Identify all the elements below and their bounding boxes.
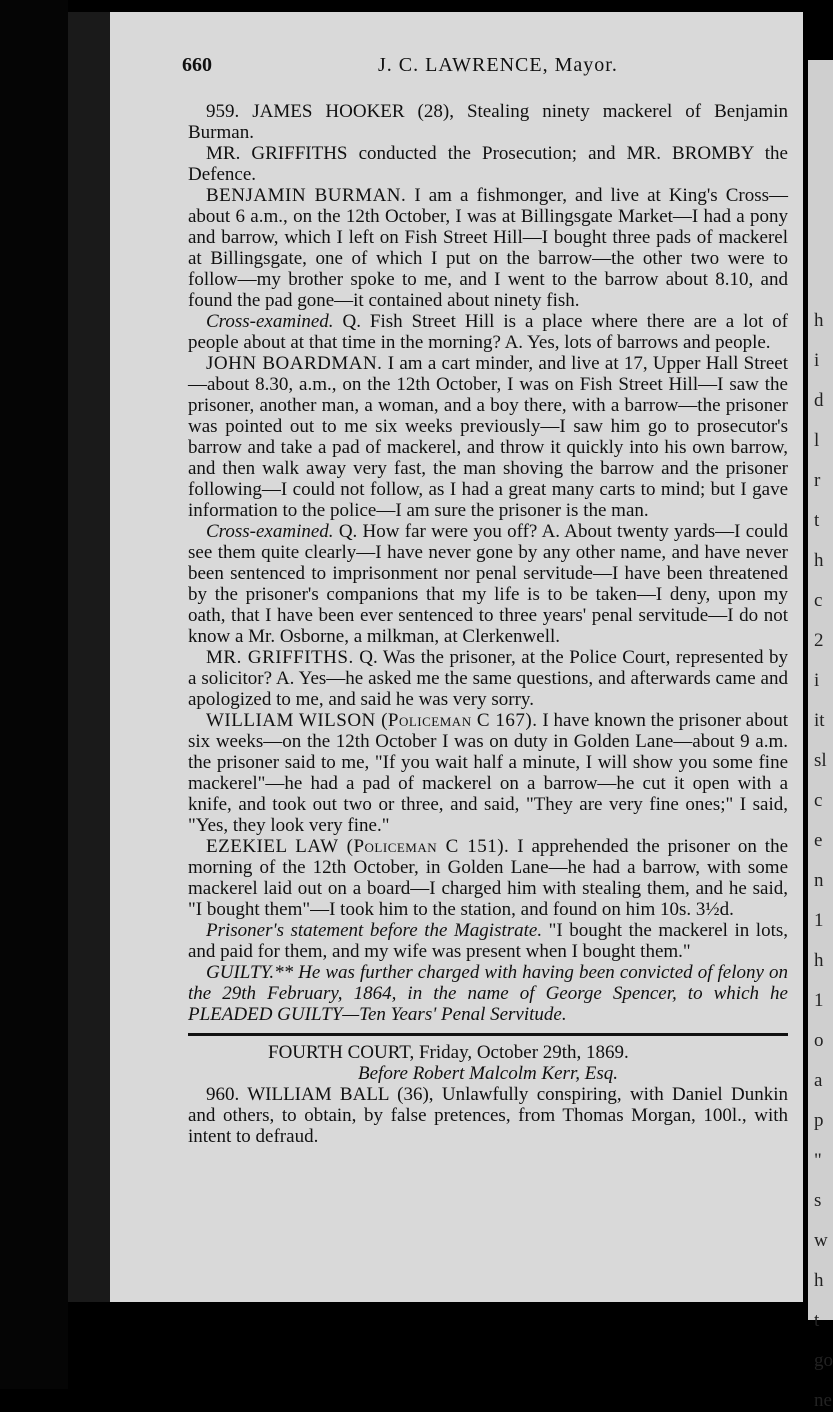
testimony-paragraph	[188, 185, 788, 311]
binding-shadow	[0, 0, 68, 1389]
facing-page-fragment: 2	[814, 630, 824, 651]
court-line: FOURTH COURT, Friday, October 29th, 1869.	[268, 1042, 629, 1063]
testimony-paragraph	[188, 521, 788, 647]
speaker: Prisoner's statement before the Magistrate.	[206, 920, 543, 941]
facing-page-fragment: i	[814, 350, 820, 371]
testimony-text: Q. Fish Street Hill is a place where there are a lot of people about at that time in the morning? A. Yes, lots of barrows and people.	[188, 311, 789, 353]
page-number: 660	[182, 54, 212, 76]
testimony-text: "I bought the mackerel in lots, and paid for them, and my wife was present when I bought them."	[188, 920, 789, 962]
facing-page-fragment: "	[814, 1150, 822, 1171]
facing-page-fragment: t	[814, 510, 820, 531]
facing-page-fragment: 1	[814, 990, 824, 1011]
facing-page-fragment: h	[814, 950, 824, 971]
testimony-paragraph	[188, 647, 788, 710]
testimony-paragraph	[188, 353, 788, 521]
facing-page-fragment: s	[814, 1190, 822, 1211]
section-divider	[188, 1033, 788, 1036]
facing-page-fragment: a	[814, 1070, 823, 1091]
facing-page-fragment: 1	[814, 910, 824, 931]
testimony-text: I apprehended the prisoner on the morning of the 12th October, in Golden Lane—he had a barrow, with some mackerel laid out on a board—I charged him with stealing them, and he said, "I bought them"—I took him to the station, and found on him 10s. 3½d.	[188, 836, 789, 920]
counsel-line: MR. GRIFFITHS conducted the Prosecution; and MR. BROMBY the Defence.	[188, 143, 788, 185]
judge-line: Before Robert Malcolm Kerr, Esq.	[358, 1063, 618, 1084]
next-case-heading: 960. WILLIAM BALL (36), Unlawfully conspiring, with Daniel Dunkin and others, to obtain, by false pretences, from Thomas Morgan, 100l., with intent to defraud.	[188, 1084, 788, 1147]
facing-page-edge	[808, 60, 833, 1411]
speaker: JOHN BOARDMAN.	[206, 353, 383, 374]
speaker: WILLIAM WILSON (Policeman C 167).	[206, 710, 538, 731]
facing-page-fragment: w	[814, 1230, 828, 1251]
facing-page-fragment: it	[814, 710, 825, 731]
page-text	[182, 54, 789, 1147]
facing-page-fragment: e	[814, 830, 823, 851]
speaker: Cross-examined.	[206, 521, 334, 542]
verdict: GUILTY.** He was further charged with having been convicted of felony on the 29th February, 1864, in the name of George Spencer, to which he PLEADED GUILTY—Ten Years' Penal Servitude.	[188, 962, 788, 1025]
facing-page-fragment: r	[814, 470, 821, 491]
facing-page-fragment: o	[814, 1030, 824, 1051]
testimony-text: I am a cart minder, and live at 17, Upper Hall Street—about 8.30, a.m., on the 12th October, I was on Fish Street Hill—I saw the prisoner, another man, a woman, and a boy there, with a barrow—the prisoner was pointed out to me six weeks previously—I saw him go to prosecutor's barrow and take a pad of mackerel, and throw it quickly into his own barrow, and then walk away very fast, the man shoving the barrow and the prisoner following—I could not follow, as I had a great many carts to mind; but I gave information to the police—I am sure the prisoner is the man.	[188, 353, 789, 521]
facing-page-fragment: l	[814, 430, 820, 451]
speaker: EZEKIEL LAW (Policeman C 151).	[206, 836, 510, 857]
testimony-paragraph	[188, 920, 788, 962]
page-header	[182, 54, 788, 91]
testimony-paragraph	[188, 836, 788, 920]
facing-page-fragment: n	[814, 870, 824, 891]
speaker: Cross-examined.	[206, 311, 334, 332]
testimony-text: Q. Was the prisoner, at the Police Court, represented by a solicitor? A. Yes—he asked me the same questions, and afterwards came and apologized to me, and said he was very sorry.	[188, 647, 788, 710]
facing-page-fragment: d	[814, 390, 824, 411]
testimony-text: I am a fishmonger, and live at King's Cross—about 6 a.m., on the 12th October, I was at Billingsgate Market—I had a pony and barrow, which I left on Fish Street Hill—I bought three pads of mackerel at Billingsgate, one of which I put on the barrow—the other two were to follow—my brother spoke to me, and I went to the barrow about 8.10, and found the pad gone—it contained about ninety fish.	[188, 185, 788, 311]
case-heading: 959. JAMES HOOKER (28), Stealing ninety mackerel of Benjamin Burman.	[188, 101, 788, 143]
testimony-text: Q. How far were you off? A. About twenty yards—I could see them quite clearly—I have never gone by any other name, and have never been sentenced to imprisonment nor penal servitude—I have been threatened by the prisoner's companions that my life is to be taken—I deny, upon my oath, that I have been ever sentenced to three years' penal servitude—I do not know a Mr. Osborne, a milkman, at Clerkenwell.	[188, 521, 788, 647]
facing-page-fragment: i	[814, 670, 820, 691]
facing-page-fragment: c	[814, 590, 823, 611]
facing-page-fragment: t	[814, 1310, 820, 1331]
facing-page-fragment: h	[814, 310, 824, 331]
testimony-paragraph	[188, 710, 788, 836]
facing-page-fragment: go	[814, 1350, 833, 1371]
speaker: BENJAMIN BURMAN.	[206, 185, 407, 206]
speaker: MR. GRIFFITHS.	[206, 647, 354, 668]
facing-page-fragment: sl	[814, 750, 827, 771]
facing-page-fragment: c	[814, 790, 823, 811]
running-head: J. C. LAWRENCE, Mayor.	[378, 54, 618, 76]
testimony-text: I have known the prisoner about six weeks—on the 12th October I was on duty in Golden Lane—about 9 a.m. the prisoner said to me, "If you wait half a minute, I will show you some fine mackerel"—he had a pad of mackerel on a barrow—he cut it open with a knife, and took out two or three, and said, "They are very fine ones;" I said, "Yes, they look very fine."	[188, 710, 789, 836]
testimony-paragraph	[188, 311, 788, 353]
facing-page-fragment: ne	[814, 1390, 832, 1411]
facing-page-fragment: h	[814, 550, 824, 571]
facing-page-fragment: h	[814, 1270, 824, 1291]
facing-page-fragment: p	[814, 1110, 824, 1131]
